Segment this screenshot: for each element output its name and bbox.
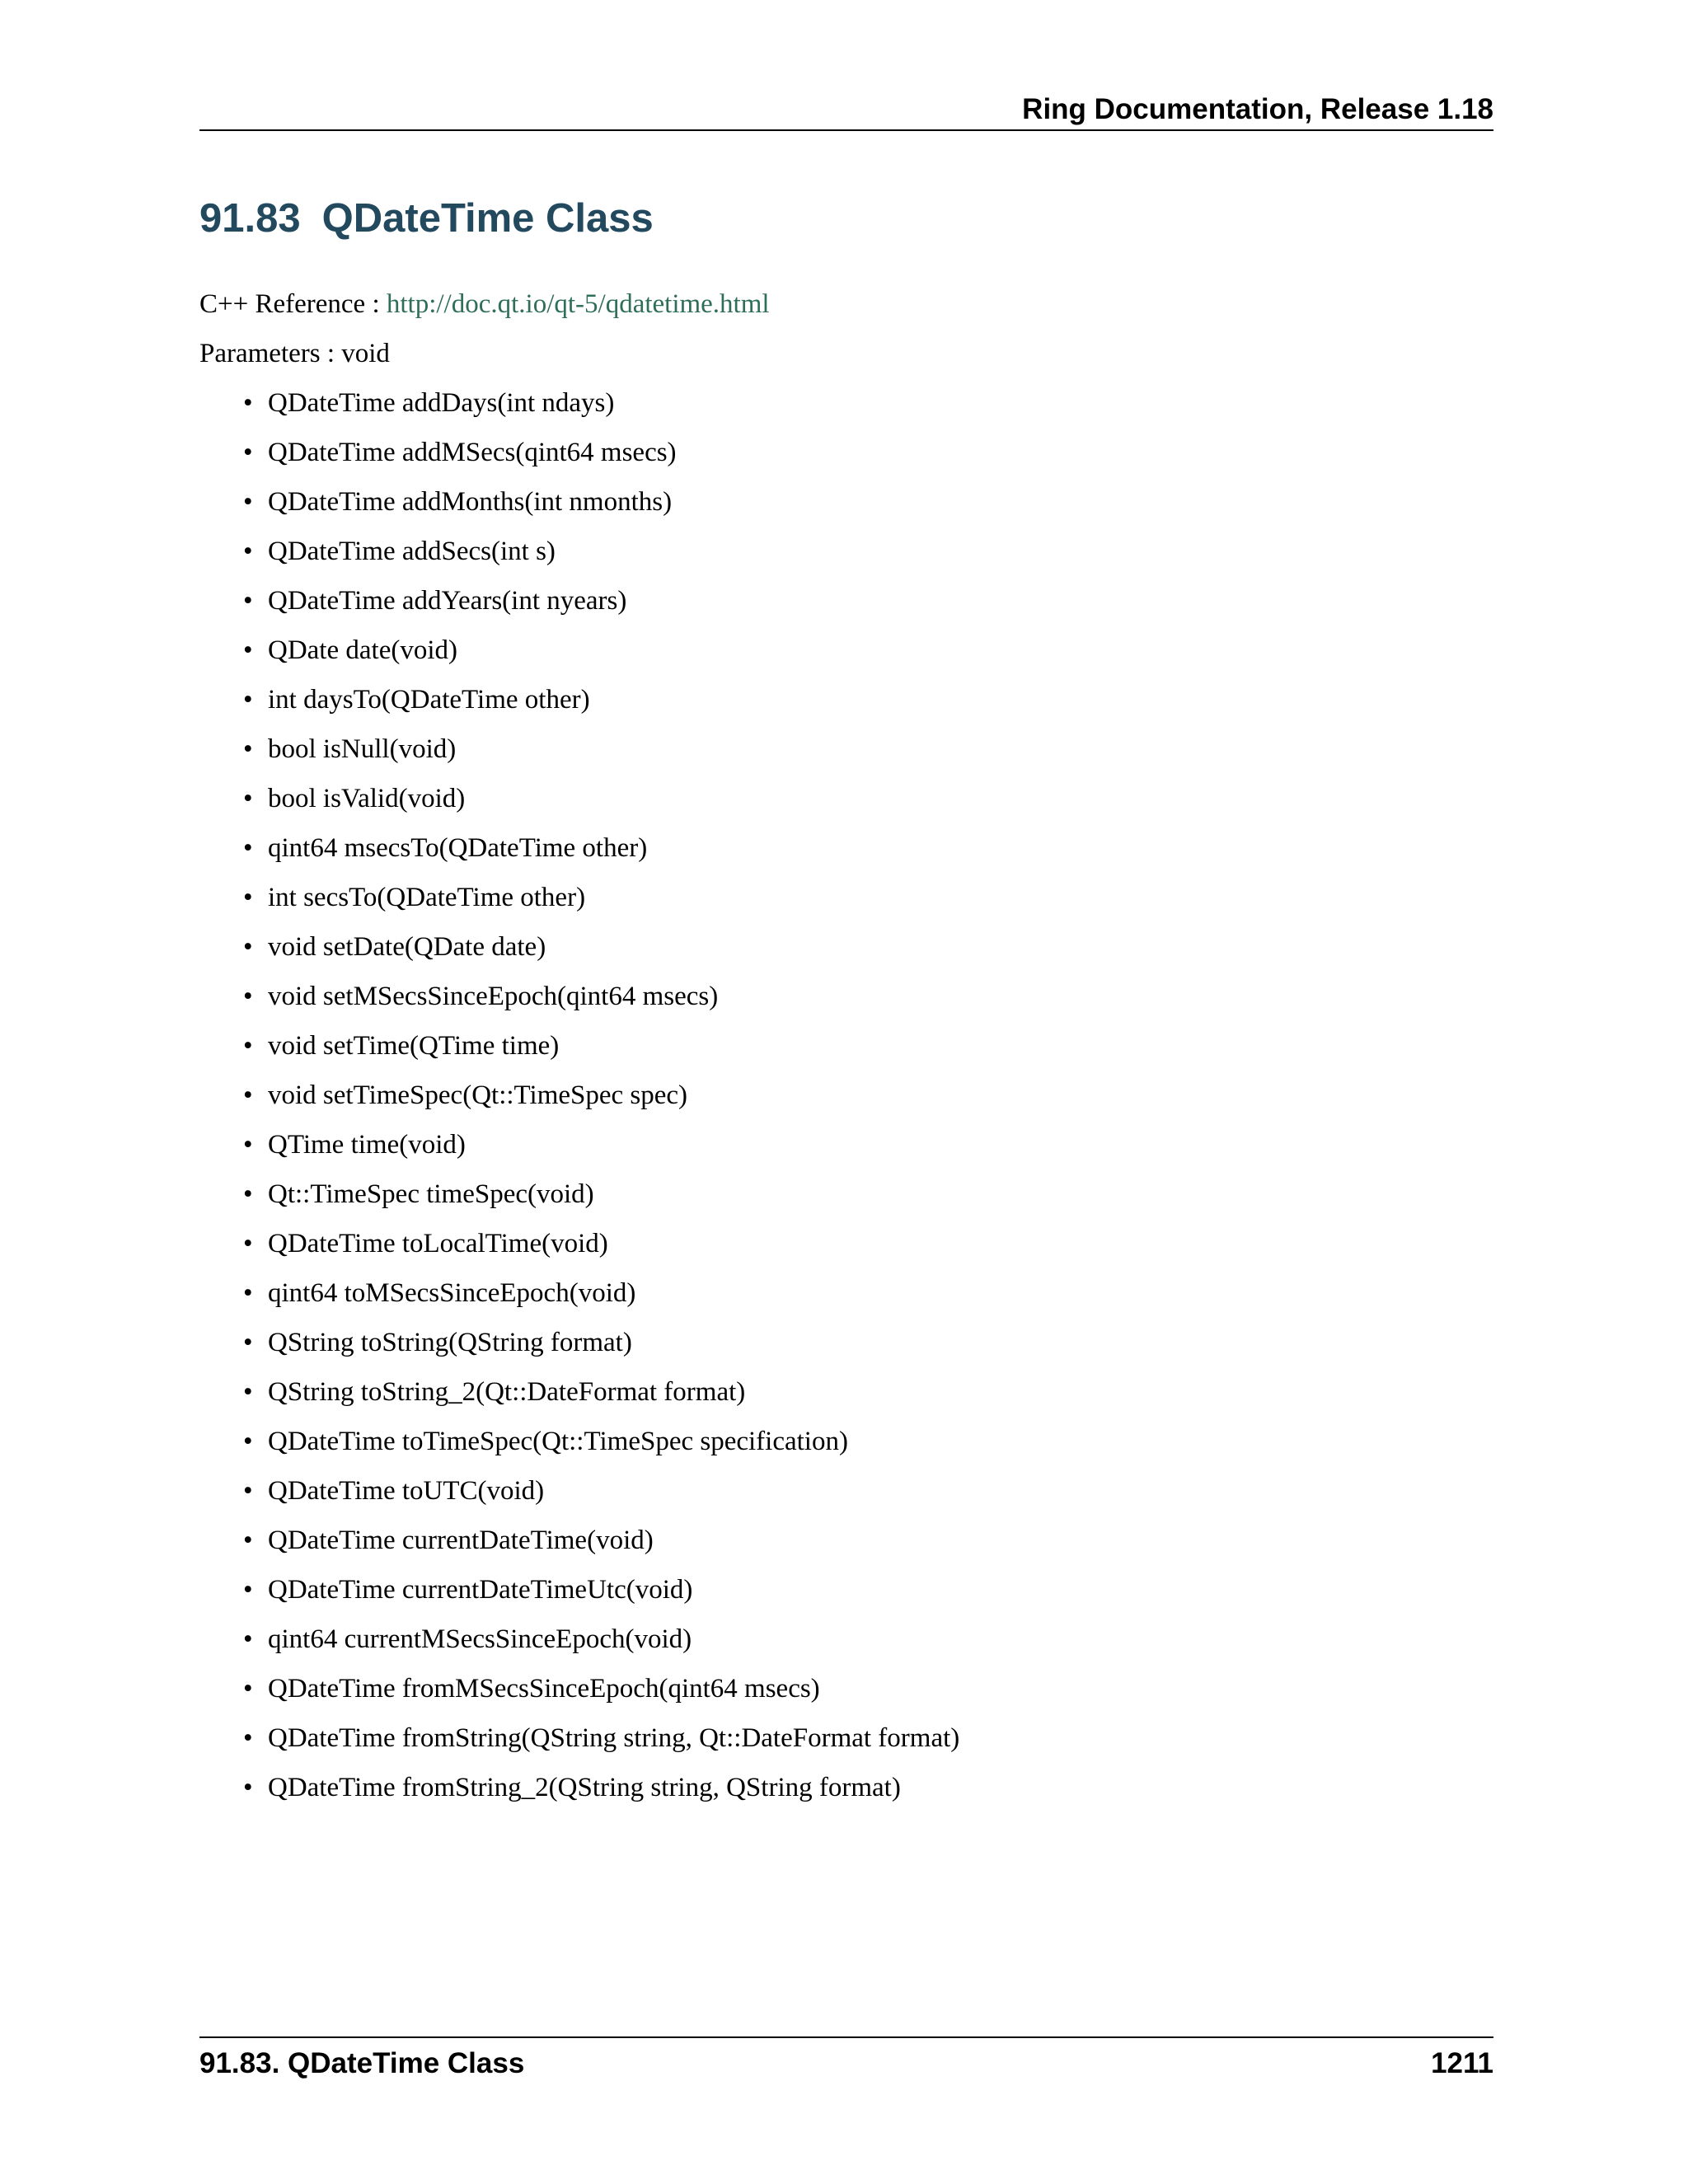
method-signature: QDateTime addSecs(int s) <box>268 537 556 566</box>
method-signature: qint64 toMSecsSinceEpoch(void) <box>268 1278 636 1308</box>
section-title: QDateTime Class <box>321 196 654 241</box>
bullet-icon: • <box>243 1377 253 1407</box>
method-signature: QDateTime toLocalTime(void) <box>268 1229 608 1258</box>
method-signature: void setDate(QDate date) <box>268 932 546 962</box>
method-item <box>0 1721 1688 1770</box>
method-item <box>0 1424 1688 1474</box>
bullet-icon: • <box>243 685 253 715</box>
method-item <box>0 1226 1688 1276</box>
method-item <box>0 386 1688 435</box>
method-signature: void setTime(QTime time) <box>268 1031 560 1061</box>
method-signature: QDateTime toTimeSpec(Qt::TimeSpec specification) <box>268 1427 848 1456</box>
bullet-icon: • <box>243 1526 253 1555</box>
method-signature: bool isNull(void) <box>268 734 457 764</box>
bullet-icon: • <box>243 1080 253 1110</box>
method-item <box>0 1127 1688 1177</box>
method-list <box>0 386 1688 1820</box>
method-item <box>0 583 1688 633</box>
method-item <box>0 534 1688 583</box>
method-item <box>0 880 1688 930</box>
method-signature: QDateTime toUTC(void) <box>268 1476 545 1506</box>
method-signature: int secsTo(QDateTime other) <box>268 883 586 912</box>
method-item <box>0 1325 1688 1375</box>
method-item <box>0 930 1688 979</box>
bullet-icon: • <box>243 1179 253 1209</box>
method-signature: QDate date(void) <box>268 635 457 665</box>
method-item <box>0 1572 1688 1622</box>
cpp-reference-link[interactable]: http://doc.qt.io/qt-5/qdatetime.html <box>386 289 770 319</box>
cpp-reference-label: C++ Reference : <box>199 289 380 319</box>
bullet-icon: • <box>243 1427 253 1456</box>
method-item <box>0 1177 1688 1226</box>
bullet-icon: • <box>243 883 253 912</box>
bullet-icon: • <box>243 487 253 517</box>
method-signature: int daysTo(QDateTime other) <box>268 685 590 715</box>
parameters-line: Parameters : void <box>199 339 390 368</box>
page-footer <box>199 2036 1493 2086</box>
bullet-icon: • <box>243 932 253 962</box>
method-item <box>0 485 1688 534</box>
method-signature: QDateTime fromString(QString string, Qt::DateFormat format) <box>268 1723 960 1753</box>
bullet-icon: • <box>243 734 253 764</box>
bullet-icon: • <box>243 1229 253 1258</box>
method-item <box>0 781 1688 831</box>
bullet-icon: • <box>243 1278 253 1308</box>
bullet-icon: • <box>243 635 253 665</box>
page-header <box>199 92 1493 131</box>
method-item <box>0 1474 1688 1523</box>
method-item <box>0 1622 1688 1671</box>
method-item <box>0 732 1688 781</box>
bullet-icon: • <box>243 1031 253 1061</box>
method-signature: QString toString(QString format) <box>268 1328 632 1357</box>
method-item <box>0 435 1688 485</box>
cpp-reference-line <box>199 287 770 321</box>
bullet-icon: • <box>243 1130 253 1160</box>
method-signature: void setMSecsSinceEpoch(qint64 msecs) <box>268 982 719 1011</box>
method-item <box>0 1029 1688 1078</box>
section-number: 91.83 <box>199 196 301 241</box>
method-signature: QString toString_2(Qt::DateFormat format) <box>268 1377 746 1407</box>
bullet-icon: • <box>243 438 253 467</box>
page-number: 1211 <box>1431 2047 1493 2079</box>
bullet-icon: • <box>243 982 253 1011</box>
document-title: Ring Documentation, Release 1.18 <box>1022 93 1493 125</box>
method-signature: QDateTime addMSecs(qint64 msecs) <box>268 438 677 467</box>
method-signature: bool isValid(void) <box>268 784 466 813</box>
section-heading <box>199 194 654 243</box>
bullet-icon: • <box>243 1328 253 1357</box>
bullet-icon: • <box>243 833 253 863</box>
bullet-icon: • <box>243 1575 253 1605</box>
method-signature: QDateTime addDays(int ndays) <box>268 388 615 418</box>
method-signature: void setTimeSpec(Qt::TimeSpec spec) <box>268 1080 688 1110</box>
method-item <box>0 1671 1688 1721</box>
method-item <box>0 1523 1688 1572</box>
bullet-icon: • <box>243 537 253 566</box>
method-signature: qint64 currentMSecsSinceEpoch(void) <box>268 1624 692 1654</box>
method-signature: QDateTime addYears(int nyears) <box>268 586 627 616</box>
bullet-icon: • <box>243 1624 253 1654</box>
method-item <box>0 682 1688 732</box>
method-signature: QDateTime fromString_2(QString string, QString format) <box>268 1773 901 1802</box>
bullet-icon: • <box>243 586 253 616</box>
method-signature: QDateTime currentDateTime(void) <box>268 1526 654 1555</box>
method-item <box>0 831 1688 880</box>
bullet-icon: • <box>243 784 253 813</box>
bullet-icon: • <box>243 1476 253 1506</box>
method-signature: QDateTime addMonths(int nmonths) <box>268 487 673 517</box>
bullet-icon: • <box>243 388 253 418</box>
method-item <box>0 1770 1688 1820</box>
method-signature: qint64 msecsTo(QDateTime other) <box>268 833 648 863</box>
method-item <box>0 633 1688 682</box>
bullet-icon: • <box>243 1674 253 1704</box>
method-signature: Qt::TimeSpec timeSpec(void) <box>268 1179 594 1209</box>
method-item <box>0 1078 1688 1127</box>
method-signature: QDateTime currentDateTimeUtc(void) <box>268 1575 693 1605</box>
bullet-icon: • <box>243 1723 253 1753</box>
method-signature: QTime time(void) <box>268 1130 466 1160</box>
method-signature: QDateTime fromMSecsSinceEpoch(qint64 msecs) <box>268 1674 820 1704</box>
method-item <box>0 1375 1688 1424</box>
method-item <box>0 1276 1688 1325</box>
bullet-icon: • <box>243 1773 253 1802</box>
method-item <box>0 979 1688 1029</box>
footer-section-label: 91.83. QDateTime Class <box>199 2047 525 2079</box>
